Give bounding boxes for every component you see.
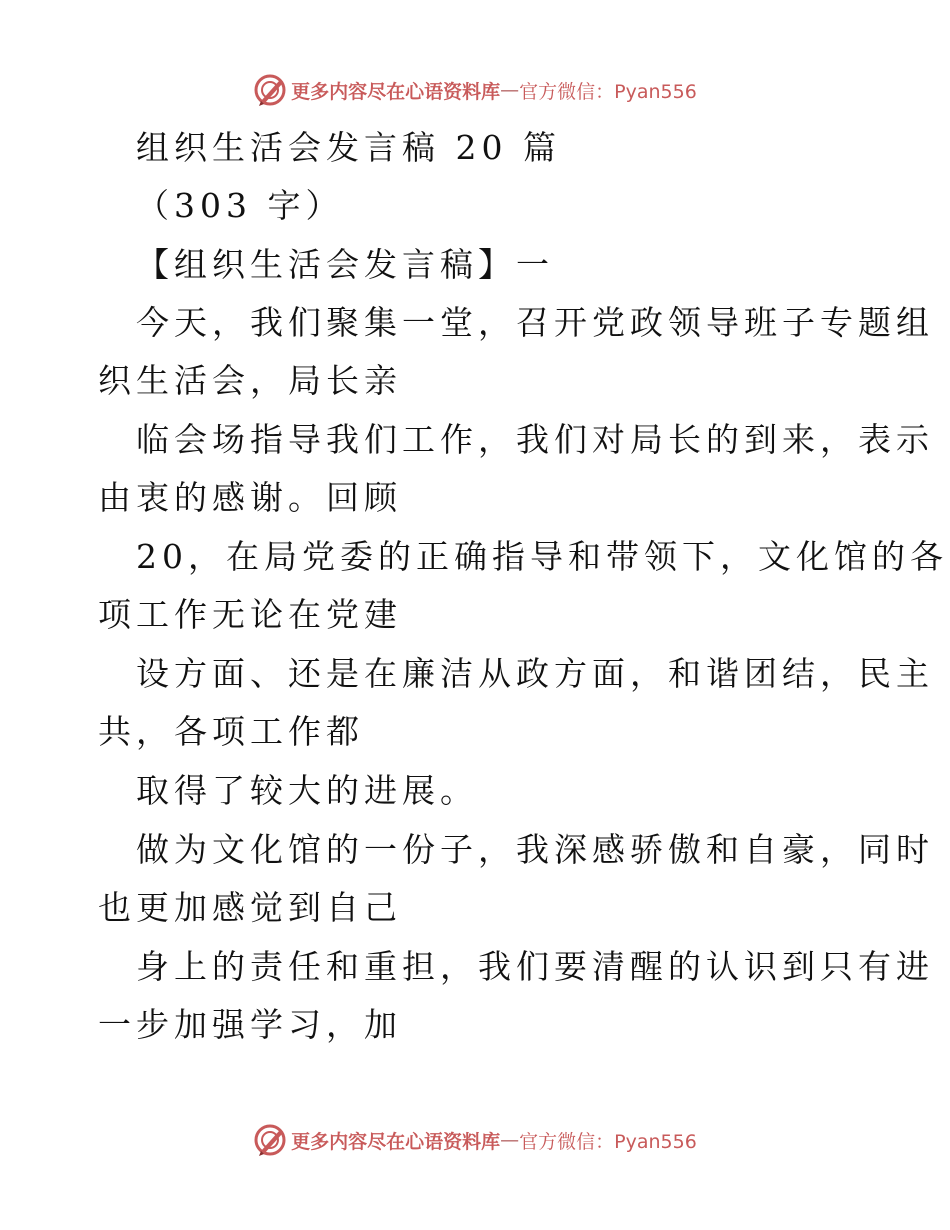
paragraph-line: 共，各项工作都 <box>98 712 364 751</box>
paragraph-line: 由衷的感谢。回顾 <box>98 478 402 517</box>
paragraph-line: 今天，我们聚集一堂，召开党政领导班子专题组 <box>136 303 934 342</box>
paragraph-line: 也更加感觉到自己 <box>98 888 402 927</box>
paragraph-line: 项工作无论在党建 <box>98 595 402 634</box>
document-title: 组织生活会发言稿 20 篇 <box>136 128 561 167</box>
header-promo-text: 更多内容尽在心语资料库 <box>291 80 501 103</box>
pen-logo-icon <box>253 1123 287 1157</box>
pen-logo-icon <box>253 73 287 107</box>
paragraph-line: 设方面、还是在廉洁从政方面，和谐团结，民主 <box>136 654 934 693</box>
paragraph-line: 20，在局党委的正确指导和带领下，文化馆的各 <box>136 537 948 576</box>
paragraph-line: 临会场指导我们工作，我们对局长的到来，表示 <box>136 420 934 459</box>
word-count: （303 字） <box>136 186 344 225</box>
paragraph-line: 一步加强学习，加 <box>98 1005 402 1044</box>
footer-promo-text: 更多内容尽在心语资料库 <box>291 1130 501 1153</box>
paragraph-line: 身上的责任和重担，我们要清醒的认识到只有进 <box>136 947 934 986</box>
section-heading: 【组织生活会发言稿】一 <box>136 245 554 284</box>
footer-watermark-banner <box>0 1118 950 1162</box>
paragraph-line: 取得了较大的进展。 <box>136 771 478 810</box>
header-wechat-text: 官方微信：Pyan556 <box>519 80 697 103</box>
footer-separator: — <box>500 1129 520 1151</box>
paragraph-line: 织生活会，局长亲 <box>98 361 402 400</box>
header-separator: — <box>500 79 520 101</box>
paragraph-line: 做为文化馆的一份子，我深感骄傲和自豪，同时 <box>136 830 934 869</box>
footer-wechat-text: 官方微信：Pyan556 <box>519 1130 697 1153</box>
header-watermark-banner <box>0 68 950 112</box>
